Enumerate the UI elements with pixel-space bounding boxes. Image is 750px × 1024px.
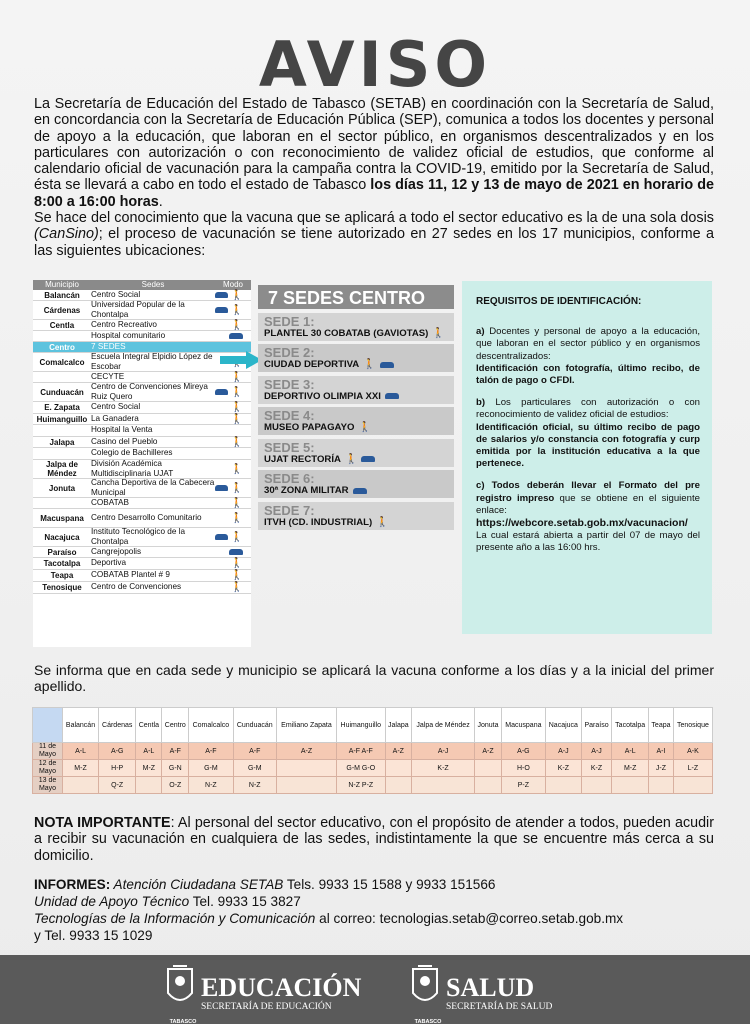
site-row bbox=[33, 301, 251, 320]
req-b-label: b) bbox=[476, 397, 486, 409]
schedule-cell: M-Z bbox=[612, 760, 649, 777]
schedule-col-header: Cárdenas bbox=[99, 708, 136, 743]
car-icon bbox=[229, 333, 243, 339]
sede-number: SEDE 2: bbox=[264, 345, 315, 360]
site-row bbox=[33, 558, 251, 570]
schedule-col-header: Teapa bbox=[649, 708, 674, 743]
site-mode bbox=[215, 583, 251, 592]
dates-highlight: los días 11, 12 y 13 de mayo de 2021 en horario de 8:00 a 16:00 horas bbox=[34, 177, 714, 210]
nota-importante bbox=[34, 815, 714, 864]
site-row bbox=[33, 437, 251, 448]
site-mode bbox=[215, 549, 251, 555]
site-municipio: Cunduacán bbox=[40, 387, 84, 397]
req-b-text: Los particulares con autorización o con reconocimiento de validez oficial de estudios: bbox=[476, 397, 700, 421]
schedule-day: 13 de Mayo bbox=[33, 777, 63, 794]
schedule-cell: G-M bbox=[189, 760, 233, 777]
site-municipio: Huimanguillo bbox=[36, 414, 88, 424]
site-sede: Casino del Pueblo bbox=[91, 436, 158, 446]
site-mode bbox=[215, 373, 251, 382]
sede-number: SEDE 5: bbox=[264, 439, 315, 455]
walk-icon: 🚶 bbox=[230, 463, 243, 475]
site-sede: Centro Desarrollo Comunitario bbox=[91, 512, 202, 522]
schedule-cell: N-Z bbox=[233, 777, 276, 794]
informes-l3-email: al correo: tecnologias.setab@correo.setab.gob.mx bbox=[315, 911, 624, 926]
requirement-c bbox=[476, 480, 700, 554]
informes-l1-unit: Atención Ciudadana SETAB bbox=[110, 877, 284, 892]
walk-icon: 🚶 bbox=[230, 413, 243, 425]
site-mode bbox=[215, 403, 251, 412]
seal-icon bbox=[410, 963, 440, 1013]
walk-icon: 🚶 bbox=[230, 436, 243, 448]
site-sede: COBATAB Plantel # 9 bbox=[91, 570, 170, 580]
schedule-col-header: Cunduacán bbox=[233, 708, 276, 743]
req-b-bold: Identificación oficial, su último recibo de pago de salarios y/o constancia con fotografía y curp emitida por la institución educativa a la que pertenece. bbox=[476, 421, 700, 470]
sede-location-label: MUSEO PAPAGAYO bbox=[264, 422, 355, 433]
sede-location bbox=[264, 485, 448, 496]
sede-number: SEDE 7: bbox=[264, 502, 315, 518]
sede-location bbox=[264, 359, 448, 370]
requirement-b bbox=[476, 397, 700, 470]
site-municipio: Nacajuca bbox=[44, 532, 80, 542]
schedule-cell bbox=[136, 777, 162, 794]
schedule-col-header: Macuspana bbox=[501, 708, 545, 743]
schedule-cell: A-Z bbox=[385, 743, 411, 760]
schedule-col-header: Tacotalpa bbox=[612, 708, 649, 743]
car-icon bbox=[215, 534, 228, 540]
arrow-right-icon bbox=[220, 351, 262, 369]
sal-tabasco: TABASCO bbox=[414, 1019, 442, 1024]
walk-icon: 🚶 bbox=[230, 570, 243, 581]
req-c-bold: c) Todos deberán llevar el Formato del pre registro impreso bbox=[476, 480, 700, 504]
schedule-cell: K-Z bbox=[545, 760, 581, 777]
sede-location-label: 30ª ZONA MILITAR bbox=[264, 485, 349, 496]
walk-icon: 🚶 bbox=[358, 422, 371, 433]
site-sede: Colegio de Bachilleres bbox=[91, 448, 173, 458]
site-sede: Instituto Tecnológico de la Chontalpa bbox=[91, 526, 186, 546]
walk-icon: 🚶 bbox=[230, 402, 243, 413]
schedule-cell: A-Z bbox=[475, 743, 502, 760]
site-municipio: Jonuta bbox=[48, 483, 76, 493]
schedule-day: 11 de Mayo bbox=[33, 743, 63, 760]
schedule-corner bbox=[33, 708, 63, 743]
schedule-cell bbox=[612, 777, 649, 794]
centro-sede-list bbox=[258, 313, 454, 530]
schedule-col-header: Centro bbox=[162, 708, 189, 743]
site-mode bbox=[215, 438, 251, 447]
schedule-col-header: Tenosique bbox=[673, 708, 712, 743]
schedule-cell bbox=[475, 760, 502, 777]
intro-text bbox=[34, 96, 714, 259]
site-sede: Centro Social bbox=[91, 402, 141, 412]
schedule-cell bbox=[276, 777, 336, 794]
schedule-row bbox=[33, 743, 713, 760]
sal-title: SALUD bbox=[446, 973, 535, 1002]
walk-icon: 🚶 bbox=[230, 482, 243, 494]
site-municipio: Balancán bbox=[44, 290, 80, 300]
req-a-bold: Identificación con fotografía, último recibo, de talón de pago o CFDI. bbox=[476, 362, 700, 387]
schedule-cell: G-M G-O bbox=[336, 760, 385, 777]
schedule-cell bbox=[385, 760, 411, 777]
site-municipio: Macuspana bbox=[40, 513, 84, 523]
walk-icon: 🚶 bbox=[432, 327, 445, 339]
schedule-cell bbox=[673, 777, 712, 794]
sede-location bbox=[264, 517, 448, 528]
sede-location-label: ITVH (CD. INDUSTRIAL) bbox=[264, 516, 373, 528]
walk-icon: 🚶 bbox=[230, 289, 243, 301]
site-municipio: Cárdenas bbox=[43, 305, 81, 315]
centro-sedes-panel bbox=[258, 285, 454, 625]
walk-icon: 🚶 bbox=[344, 453, 358, 465]
site-sede: Centro de Convenciones bbox=[91, 582, 182, 592]
nota-label: NOTA IMPORTANTE bbox=[34, 815, 171, 831]
site-municipio: Paraíso bbox=[47, 547, 77, 557]
intro-p2: Se hace del conocimiento que la vacuna que se aplicará a todo el sector educativo es la de una sola dosis bbox=[34, 210, 714, 227]
col-municipio: Municipio bbox=[45, 280, 79, 289]
walk-icon: 🚶 bbox=[230, 497, 243, 509]
schedule-col-header: Emiliano Zapata bbox=[276, 708, 336, 743]
schedule-cell: A-F A-F bbox=[336, 743, 385, 760]
site-mode bbox=[215, 514, 251, 523]
site-municipio: Jalapa bbox=[49, 437, 75, 447]
sede-location-label: UJAT RECTORÍA bbox=[264, 453, 341, 465]
centro-sede-3 bbox=[258, 376, 454, 404]
sede-location bbox=[264, 422, 448, 433]
car-icon bbox=[215, 307, 228, 313]
schedule-cell: K-Z bbox=[412, 760, 475, 777]
car-icon bbox=[361, 456, 375, 462]
schedule-col-header: Balancán bbox=[63, 708, 99, 743]
site-mode bbox=[215, 465, 251, 474]
schedule-cell: A-L bbox=[136, 743, 162, 760]
walk-icon: 🚶 bbox=[376, 516, 389, 528]
schedule-header-row bbox=[33, 708, 713, 743]
schedule-cell: A-I bbox=[649, 743, 674, 760]
edu-title: EDUCACIÓN bbox=[201, 973, 362, 1002]
informes-block bbox=[34, 876, 724, 944]
salud-logo bbox=[410, 963, 552, 1024]
site-row bbox=[33, 383, 251, 402]
schedule-cell: N-Z P-Z bbox=[336, 777, 385, 794]
schedule-cell: M-Z bbox=[63, 760, 99, 777]
site-mode bbox=[215, 559, 251, 568]
informes-label: INFORMES: bbox=[34, 877, 111, 892]
footer bbox=[0, 955, 750, 1024]
nota-text: : Al personal del sector educativo, con el propósito de atender a todos, pueden acudir a recibir su vacunación en cualquiera de las sedes, indistintamente la que se encuentre más cerca a su domicilio. bbox=[34, 815, 714, 864]
informes-l4-phone: y Tel. 9933 15 1029 bbox=[34, 928, 153, 943]
schedule-col-header: Jalpa de Méndez bbox=[412, 708, 475, 743]
centro-sede-2 bbox=[258, 344, 454, 372]
site-mode bbox=[215, 306, 251, 315]
walk-icon: 🚶 bbox=[230, 386, 243, 398]
schedule-cell: A-L bbox=[63, 743, 99, 760]
schedule-cell bbox=[545, 777, 581, 794]
schedule-col-header: Jonuta bbox=[475, 708, 502, 743]
site-sede: Cangrejopolis bbox=[91, 546, 142, 556]
site-municipio: Jalpa de Méndez bbox=[45, 460, 78, 478]
educacion-logo bbox=[165, 963, 361, 1024]
informes-l1-phone: Tels. 9933 15 1588 y 9933 151566 bbox=[283, 877, 496, 892]
site-municipio: E. Zapata bbox=[44, 403, 80, 412]
site-mode bbox=[215, 484, 251, 493]
tabasco-seal-sal bbox=[410, 963, 446, 1024]
sites-rows bbox=[33, 290, 251, 594]
walk-icon: 🚶 bbox=[363, 359, 376, 370]
sites-table bbox=[33, 280, 251, 647]
site-mode bbox=[215, 388, 251, 397]
schedule-cell: H-P bbox=[99, 760, 136, 777]
schedule-cell bbox=[385, 777, 411, 794]
site-sede: Hospital comunitario bbox=[91, 330, 166, 340]
site-municipio: Teapa bbox=[50, 571, 74, 580]
schedule-cell: G-N bbox=[162, 760, 189, 777]
schedule-cell: A-G bbox=[99, 743, 136, 760]
car-icon bbox=[229, 549, 243, 555]
car-icon bbox=[380, 362, 394, 368]
site-sede: Deportiva bbox=[91, 558, 127, 568]
schedule-cell: H-O bbox=[501, 760, 545, 777]
sede-location bbox=[264, 328, 448, 339]
centro-sede-6 bbox=[258, 470, 454, 498]
sede-number: SEDE 4: bbox=[264, 408, 315, 423]
schedule-cell: O-Z bbox=[162, 777, 189, 794]
site-row bbox=[33, 498, 251, 509]
site-sede: Centro Recreativo bbox=[91, 319, 157, 329]
site-row bbox=[33, 402, 251, 414]
site-row bbox=[33, 320, 251, 331]
edu-subtitle: SECRETARÍA DE EDUCACIÓN bbox=[201, 1002, 332, 1012]
schedule-cell bbox=[581, 777, 611, 794]
sede-location-label: PLANTEL 30 COBATAB (GAVIOTAS) bbox=[264, 327, 429, 339]
page-title: AVISO bbox=[258, 28, 492, 101]
req-c-text: que se obtiene en el siguiente enlace: bbox=[476, 492, 700, 516]
site-row bbox=[33, 509, 251, 528]
site-sede: Hospital la Venta bbox=[91, 425, 153, 435]
sede-number: SEDE 1: bbox=[264, 313, 315, 329]
site-municipio: Tacotalpa bbox=[43, 559, 81, 568]
schedule-cell: N-Z bbox=[189, 777, 233, 794]
site-municipio: Centro bbox=[49, 342, 75, 352]
sede-location-label: DEPORTIVO OLIMPIA XXI bbox=[264, 390, 381, 402]
vaccine-name: (CanSino) bbox=[34, 226, 99, 243]
schedule-cell bbox=[63, 777, 99, 794]
site-sede: CECYTE bbox=[91, 371, 125, 381]
walk-icon: 🚶 bbox=[230, 531, 243, 543]
intro-p2-end: ; el proceso de vacunación se tiene autorizado en 27 sedes en los 17 municipios, conforme a las siguientes ubicaciones: bbox=[34, 226, 714, 259]
site-mode bbox=[215, 333, 251, 339]
site-mode bbox=[215, 415, 251, 424]
site-row bbox=[33, 353, 251, 372]
schedule-cell: A-F bbox=[189, 743, 233, 760]
walk-icon: 🚶 bbox=[230, 319, 243, 331]
site-mode bbox=[215, 499, 251, 508]
centro-sede-1 bbox=[258, 313, 454, 341]
sal-subtitle: SECRETARÍA DE SALUD bbox=[446, 1002, 553, 1012]
schedule-cell: A-G bbox=[501, 743, 545, 760]
schedule-col-header: Comalcalco bbox=[189, 708, 233, 743]
schedule-cell: A-J bbox=[545, 743, 581, 760]
tabasco-seal-edu bbox=[165, 963, 201, 1024]
schedule-cell bbox=[649, 777, 674, 794]
schedule-col-header: Centla bbox=[136, 708, 162, 743]
schedule-cell: A-Z bbox=[276, 743, 336, 760]
site-mode bbox=[215, 321, 251, 330]
walk-icon: 🚶 bbox=[230, 304, 243, 316]
centro-title: 7 SEDES CENTRO bbox=[258, 285, 454, 309]
schedule-cell: Q-Z bbox=[99, 777, 136, 794]
site-sede: COBATAB bbox=[91, 497, 129, 507]
site-sede: 7 SEDES bbox=[91, 341, 126, 351]
car-icon bbox=[353, 488, 367, 494]
car-icon bbox=[215, 485, 228, 491]
informes-l3-unit: Tecnologías de la Información y Comunicación bbox=[34, 911, 316, 926]
schedule-col-header: Huimanguillo bbox=[336, 708, 385, 743]
schedule-cell: A-J bbox=[412, 743, 475, 760]
site-row bbox=[33, 582, 251, 594]
site-row bbox=[33, 570, 251, 582]
intro-p1: La Secretaría de Educación del Estado de Tabasco (SETAB) en coordinación con la Secretaría de Salud, en concordancia con la Secretaría de Educación Pública (SEP), comunica a todos los docentes y personal de apoyo a la educación, que laboran en el sector público, en organismos descentralizados y en los particulares con autorización o con reconocimiento de validez oficial de estudios, que conforme al calendario oficial de vacunación para la campaña contra la COVID-19, emitido por la Secretaría de Salud, ésta se llevará a cabo en todo el estado de Tabasco bbox=[34, 96, 714, 194]
schedule-cell: K-Z bbox=[581, 760, 611, 777]
car-icon bbox=[215, 292, 228, 298]
sites-table-header bbox=[33, 280, 251, 290]
sede-location bbox=[264, 391, 448, 402]
requirement-a bbox=[476, 326, 700, 387]
schedule-day: 12 de Mayo bbox=[33, 760, 63, 777]
req-a-label: a) bbox=[476, 326, 485, 338]
col-modo: Modo bbox=[222, 280, 243, 289]
schedule-cell bbox=[412, 777, 475, 794]
site-municipio: Centla bbox=[49, 320, 75, 330]
informes-l2-unit: Unidad de Apoyo Técnico bbox=[34, 894, 190, 909]
centro-sede-4 bbox=[258, 407, 454, 435]
schedule-table bbox=[32, 707, 713, 794]
sede-location-label: CIUDAD DEPORTIVA bbox=[264, 359, 360, 370]
site-sede: Escuela Integral Elpidio López de Escobar bbox=[91, 351, 213, 371]
site-row bbox=[33, 425, 251, 437]
centro-sede-5 bbox=[258, 439, 454, 467]
schedule-cell: P-Z bbox=[501, 777, 545, 794]
schedule-cell bbox=[276, 760, 336, 777]
requirements-box bbox=[462, 281, 712, 634]
walk-icon: 🚶 bbox=[230, 582, 243, 593]
walk-icon: 🚶 bbox=[230, 512, 243, 524]
edu-tabasco: TABASCO bbox=[169, 1019, 197, 1024]
site-sede: Centro Social bbox=[91, 289, 141, 299]
walk-icon: 🚶 bbox=[230, 371, 243, 383]
col-sedes: Sedes bbox=[141, 280, 165, 289]
schedule-body bbox=[33, 743, 713, 794]
intro-p1-end: . bbox=[158, 193, 163, 210]
site-sede: División Académica Multidisciplinaria UJAT bbox=[91, 458, 174, 478]
schedule-col-header: Jalapa bbox=[385, 708, 411, 743]
car-icon bbox=[385, 393, 399, 399]
seal-icon bbox=[165, 963, 195, 1013]
info-line: Se informa que en cada sede y municipio se aplicará la vacuna conforme a los días y a la inicial del primer apellido. bbox=[34, 662, 714, 695]
site-sede: Universidad Popular de la Chontalpa bbox=[91, 299, 185, 319]
sede-number: SEDE 6: bbox=[264, 471, 315, 486]
site-sede: Cancha Deportiva de la Cabecera Municipal bbox=[91, 477, 215, 497]
site-mode bbox=[215, 291, 251, 300]
site-municipio: Comalcalco bbox=[39, 357, 85, 367]
site-sede: La Ganadera bbox=[91, 413, 139, 423]
schedule-cell: L-Z bbox=[673, 760, 712, 777]
schedule-cell: A-F bbox=[233, 743, 276, 760]
site-row bbox=[33, 547, 251, 558]
schedule-cell: A-K bbox=[673, 743, 712, 760]
informes-l2-phone: Tel. 9933 15 3827 bbox=[189, 894, 301, 909]
site-sede: Centro de Convenciones Mireya Ruiz Quero bbox=[91, 381, 208, 401]
schedule-cell: M-Z bbox=[136, 760, 162, 777]
requirements-title: REQUISITOS DE IDENTIFICACIÓN: bbox=[476, 296, 642, 307]
site-row bbox=[33, 414, 251, 425]
schedule-row bbox=[33, 777, 713, 794]
centro-sede-7 bbox=[258, 502, 454, 530]
sede-number: SEDE 3: bbox=[264, 376, 315, 392]
schedule-row bbox=[33, 760, 713, 777]
walk-icon: 🚶 bbox=[230, 558, 243, 569]
site-row bbox=[33, 331, 251, 342]
site-mode bbox=[215, 533, 251, 542]
site-municipio: Tenosique bbox=[42, 583, 82, 592]
site-mode bbox=[215, 571, 251, 580]
schedule-cell: G-M bbox=[233, 760, 276, 777]
car-icon bbox=[215, 389, 228, 395]
schedule-col-header: Paraíso bbox=[581, 708, 611, 743]
site-row bbox=[33, 479, 251, 498]
schedule-cell: A-F bbox=[162, 743, 189, 760]
schedule-cell: A-J bbox=[581, 743, 611, 760]
schedule-cell: J-Z bbox=[649, 760, 674, 777]
registration-link[interactable]: https://webcore.setab.gob.mx/vacunacion/ bbox=[476, 517, 688, 530]
site-row bbox=[33, 528, 251, 547]
sede-location bbox=[264, 454, 448, 465]
site-row bbox=[33, 460, 251, 479]
schedule-cell: A-L bbox=[612, 743, 649, 760]
schedule-cell bbox=[475, 777, 502, 794]
schedule-col-header: Nacajuca bbox=[545, 708, 581, 743]
req-a-text: Docentes y personal de apoyo a la educación, que laboran en el sector público y en organismos descentralizados: bbox=[476, 326, 700, 362]
req-c-tail: La cual estará abierta a partir del 07 de mayo del presente año a las 16:00 hrs. bbox=[476, 530, 700, 554]
